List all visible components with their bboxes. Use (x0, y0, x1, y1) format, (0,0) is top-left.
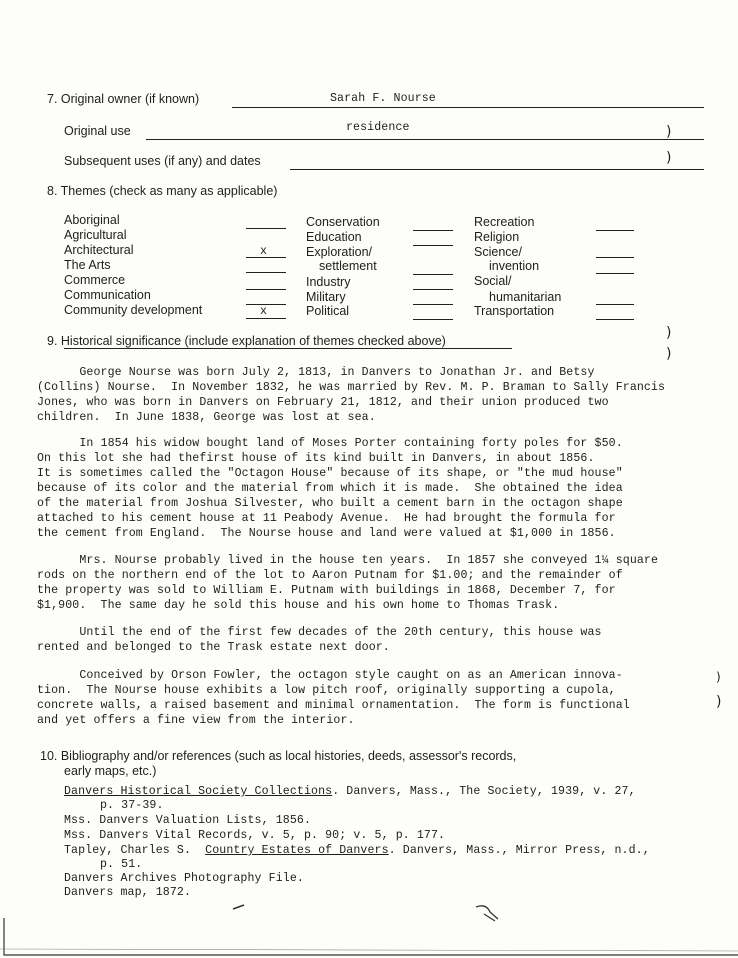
owner-label: 7. Original owner (if known) (47, 92, 200, 106)
theme-blank (413, 304, 453, 305)
pen-stroke (476, 906, 498, 919)
subsequent-uses-label: Subsequent uses (if any) and dates (64, 154, 261, 168)
theme-blank (596, 257, 634, 258)
theme-blank (596, 273, 634, 274)
reference-entry: Danvers map, 1872. (64, 886, 192, 899)
subsequent-uses-rule (290, 169, 704, 170)
reference-entry (64, 844, 650, 857)
margin-bracket-mark: ) (666, 150, 672, 166)
theme-label: Exploration/ (306, 245, 373, 259)
theme-label: Political (306, 304, 350, 318)
reference-details: . Danvers, Mass., Mirror Press, n.d., (388, 844, 650, 857)
margin-bracket-mark: ) (666, 325, 672, 341)
theme-label: Conservation (306, 215, 380, 229)
reference-entry (64, 785, 636, 798)
reference-entry: Mss. Danvers Valuation Lists, 1856. (64, 814, 312, 827)
theme-check-mark: x (260, 305, 268, 318)
theme-label: Aboriginal (64, 213, 120, 227)
reference-title: Country Estates of Danvers (205, 844, 389, 857)
theme-blank (413, 319, 453, 320)
theme-label: Transportation (474, 304, 555, 318)
theme-blank (596, 230, 634, 231)
theme-label: Architectural (64, 243, 134, 257)
theme-label: Commerce (64, 273, 126, 287)
theme-blank (246, 228, 286, 229)
reference-author: Tapley, Charles S. (64, 844, 206, 857)
theme-label: Recreation (474, 215, 535, 229)
significance-paragraph: George Nourse was born July 2, 1813, in Danvers to Jonathan Jr. and Betsy (Collins) Nourse. In November 1832, he was married by Rev. M. P. Braman to Sally Francis Jones, who was born in Danvers on February 21, 1812, and their union produced two children. In June 1838, George was lost at sea. (37, 366, 666, 424)
theme-blank (246, 272, 286, 273)
original-use-label: Original use (64, 124, 131, 138)
theme-label: Social/ (474, 274, 512, 288)
reference-entry: Mss. Danvers Vital Records, v. 5, p. 90; v. 5, p. 177. (64, 829, 446, 842)
theme-label: Science/ (474, 245, 522, 259)
theme-label: Agricultural (64, 228, 127, 242)
significance-heading-rule (64, 348, 512, 349)
theme-label: Education (306, 230, 362, 244)
theme-blank (413, 274, 453, 275)
bibliography-heading: 10. Bibliography and/or references (such as local histories, deeds, assessor's records, (40, 749, 517, 763)
page-edge (4, 918, 738, 955)
page-edge (0, 949, 738, 951)
theme-blank (413, 245, 453, 246)
pen-stroke (484, 914, 495, 921)
original-use-value: residence (346, 121, 410, 134)
margin-bracket-mark: ) (716, 694, 722, 710)
owner-value: Sarah F. Nourse (330, 92, 436, 105)
pen-stroke (233, 905, 244, 909)
theme-label: Military (306, 290, 346, 304)
margin-bracket-mark: ) (666, 124, 672, 140)
reference-continuation: p. 37-39. (100, 799, 164, 812)
reference-continuation: p. 51. (100, 858, 143, 871)
theme-label: Communication (64, 288, 151, 302)
significance-paragraph: Conceived by Orson Fowler, the octagon style caught on as an American innova- tion. The Nourse house exhibits a low pitch roof, originally supporting a cupola, concrete walls, a raised basement and minimal ornamentation. The form is functional and yet offers a fine view from the interior. (37, 669, 630, 727)
reference-title: Danvers Historical Society Collections (64, 785, 333, 798)
significance-heading: 9. Historical significance (include explanation of themes checked above) (47, 334, 446, 348)
original-use-rule (146, 139, 704, 140)
significance-paragraph: In 1854 his widow bought land of Moses Porter containing forty poles for $50. On this lot she had thefirst house of its kind built in Danvers, in about 1856. It is sometimes called the "Octagon House" because of its shape, or "the mud house" because of its color and the material from which it is made. She obtained the idea of the material from Joshua Silvester, who built a cement barn in the octagon shape attached to his cement house at 11 Peabody Avenue. He had brought the formula for the cement from England. The Nourse house and land were valued at $1,000 in 1856. (37, 437, 623, 540)
theme-label: settlement (319, 259, 377, 273)
theme-label: The Arts (64, 258, 111, 272)
theme-label: Religion (474, 230, 520, 244)
themes-heading: 8. Themes (check as many as applicable) (47, 184, 278, 198)
owner-rule (232, 107, 704, 108)
theme-check-mark: x (260, 245, 268, 258)
theme-blank (413, 230, 453, 231)
reference-entry: Danvers Archives Photography File. (64, 872, 304, 885)
theme-label: Industry (306, 275, 351, 289)
theme-blank (246, 289, 286, 290)
theme-blank (596, 319, 634, 320)
margin-bracket-mark: ) (716, 670, 721, 684)
theme-blank (596, 304, 634, 305)
theme-label: invention (489, 259, 540, 273)
significance-paragraph: Until the end of the first few decades of the 20th century, this house was rented and belonged to the Trask estate next door. (37, 626, 602, 654)
margin-bracket-mark: ) (666, 346, 672, 362)
theme-blank (246, 318, 286, 319)
significance-paragraph: Mrs. Nourse probably lived in the house ten years. In 1857 she conveyed 1¼ square rods on the northern end of the lot to Aaron Putnam for $1.00; and the remainder of the property was sold to William E. Putnam with buildings in 1868, December 7, for $1,900. The same day he sold this house and his own home to Thomas Trask. (37, 554, 659, 612)
theme-blank (413, 289, 453, 290)
bibliography-heading-cont: early maps, etc.) (64, 764, 157, 778)
theme-label: humanitarian (489, 290, 562, 304)
reference-details: . Danvers, Mass., The Society, 1939, v. 27, (332, 785, 636, 798)
theme-label: Community development (64, 303, 203, 317)
